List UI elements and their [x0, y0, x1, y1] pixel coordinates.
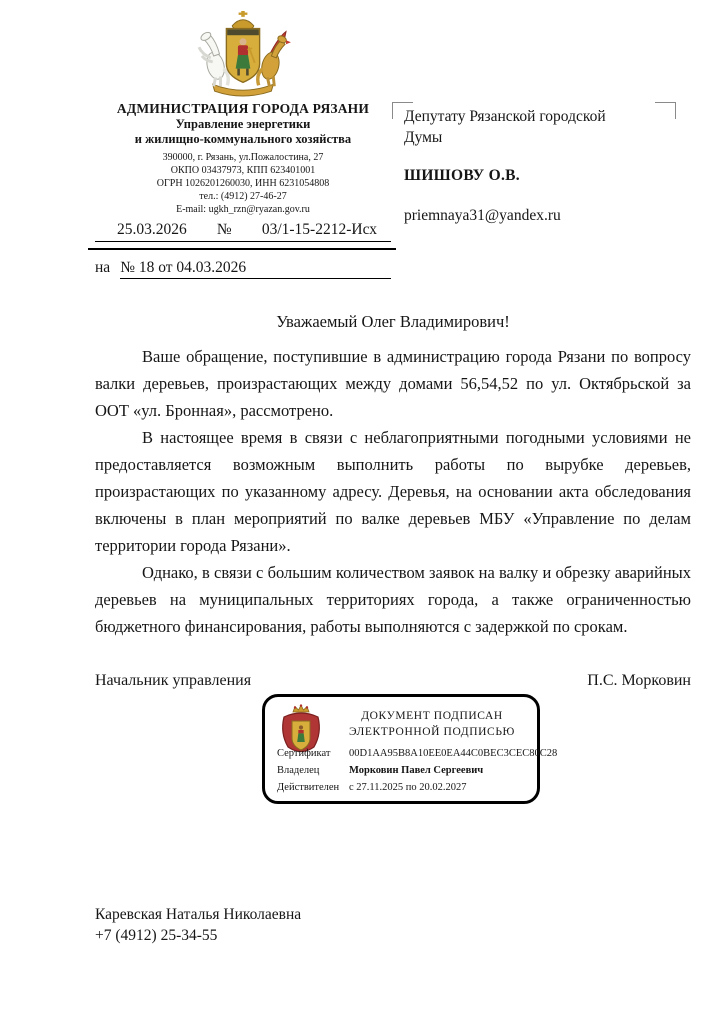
owner-value: Морковин Павел Сергеевич: [349, 765, 484, 776]
stamp-title-line1: ДОКУМЕНТ ПОДПИСАН: [361, 710, 503, 722]
executor-block: [95, 904, 301, 946]
salutation: Уважаемый Олег Владимирович!: [276, 312, 510, 331]
stamp-title-line2: ЭЛЕКТРОННОЙ ПОДПИСЬЮ: [349, 726, 515, 738]
stamp-validity-row: [277, 779, 529, 796]
recipient-name: ШИШОВУ О.В.: [404, 167, 520, 184]
signer-name: П.С. Морковин: [587, 672, 691, 689]
recipient-email: priemnaya31@yandex.ru: [404, 207, 561, 224]
stamp-owner-row: [277, 762, 529, 779]
body-paragraph-2: В настоящее время в связи с неблагоприятными погодными условиями не предоставляется возможным выполнить работы по вырубке деревьев, произрастающих по указанному адресу. Деревья, на основании акта обследования включены в план мероприятий по валке деревьев МБУ «Управление по делам территории города Рязани».: [95, 428, 691, 555]
field-corner-mark-right: [655, 102, 676, 119]
body-paragraph-3: Однако, в связи с большим количеством заявок на валку и обрезку аварийных деревьев на муниципальных территориях города, а также ограниченностью бюджетного финансирования, работы выполняются с задержкой по срокам.: [95, 563, 691, 636]
executor-phone: +7 (4912) 25-34-55: [95, 927, 218, 944]
ryazan-city-coat-of-arms-icon: [182, 10, 304, 98]
org-subname-line1: Управление энергетики: [175, 117, 311, 131]
owner-label: Владелец: [277, 765, 320, 776]
field-corner-mark-left: [392, 102, 413, 119]
recipient-title-line1: Депутату Рязанской городской: [404, 108, 606, 125]
letterhead: [95, 10, 391, 279]
org-address-block: [95, 151, 391, 216]
certificate-label: Сертификат: [277, 748, 331, 759]
signature-row: [95, 672, 691, 690]
stamp-details: [277, 745, 558, 796]
reference-prefix: на: [95, 259, 111, 276]
validity-label: Действителен: [277, 782, 340, 793]
princely-cap: [232, 11, 254, 30]
org-email: E-mail: ugkh_rzn@ryazan.gov.ru: [176, 204, 310, 215]
outgoing-number-row: [95, 221, 391, 242]
reference-number: № 18 от 04.03.2026: [120, 259, 391, 279]
org-name: АДМИНИСТРАЦИЯ ГОРОДА РЯЗАНИ: [116, 101, 370, 116]
stamp-title: [333, 708, 531, 740]
org-subname-line2: и жилищно-коммунального хозяйства: [134, 132, 352, 146]
crown: [293, 704, 309, 712]
recipient-title-line2: Думы: [404, 129, 443, 146]
org-ogrn-inn: ОГРН 1026201260030, ИНН 6231054808: [156, 178, 330, 189]
recipient-block: [404, 106, 662, 226]
letter-body: [95, 343, 691, 640]
executor-name: Каревская Наталья Николаевна: [95, 906, 302, 923]
letterhead-divider: [88, 248, 396, 250]
signer-position: Начальник управления: [95, 672, 252, 689]
certificate-value: 00D1AA95B8A10EE0EA44C0BEC3CEC80C28: [349, 748, 558, 759]
griffin-supporter: [258, 32, 291, 87]
org-okpo-kpp: ОКПО 03437973, КПП 623401001: [170, 165, 316, 176]
validity-value: с 27.11.2025 по 20.02.2027: [349, 782, 467, 793]
outgoing-number: 03/1-15-2212-Исх: [261, 221, 377, 238]
org-phone: тел.: (4912) 27-46-27: [199, 191, 287, 202]
electronic-signature-stamp: [262, 694, 558, 804]
body-paragraph-1: Ваше обращение, поступившие в администрацию города Рязани по вопросу валки деревьев, произрастающих между домами 56,54,52 по ул. Октябрьской за ООТ «ул. Бронная», рассмотрено.: [95, 347, 691, 420]
number-sign: №: [216, 221, 232, 238]
stamp-certificate-row: [277, 745, 558, 762]
horse-supporter: [199, 31, 228, 87]
reference-number-row: [95, 259, 391, 279]
org-postal-address: 390000, г. Рязань, ул.Пожалостина, 27: [162, 152, 324, 163]
outgoing-date: 25.03.2026: [117, 221, 187, 238]
